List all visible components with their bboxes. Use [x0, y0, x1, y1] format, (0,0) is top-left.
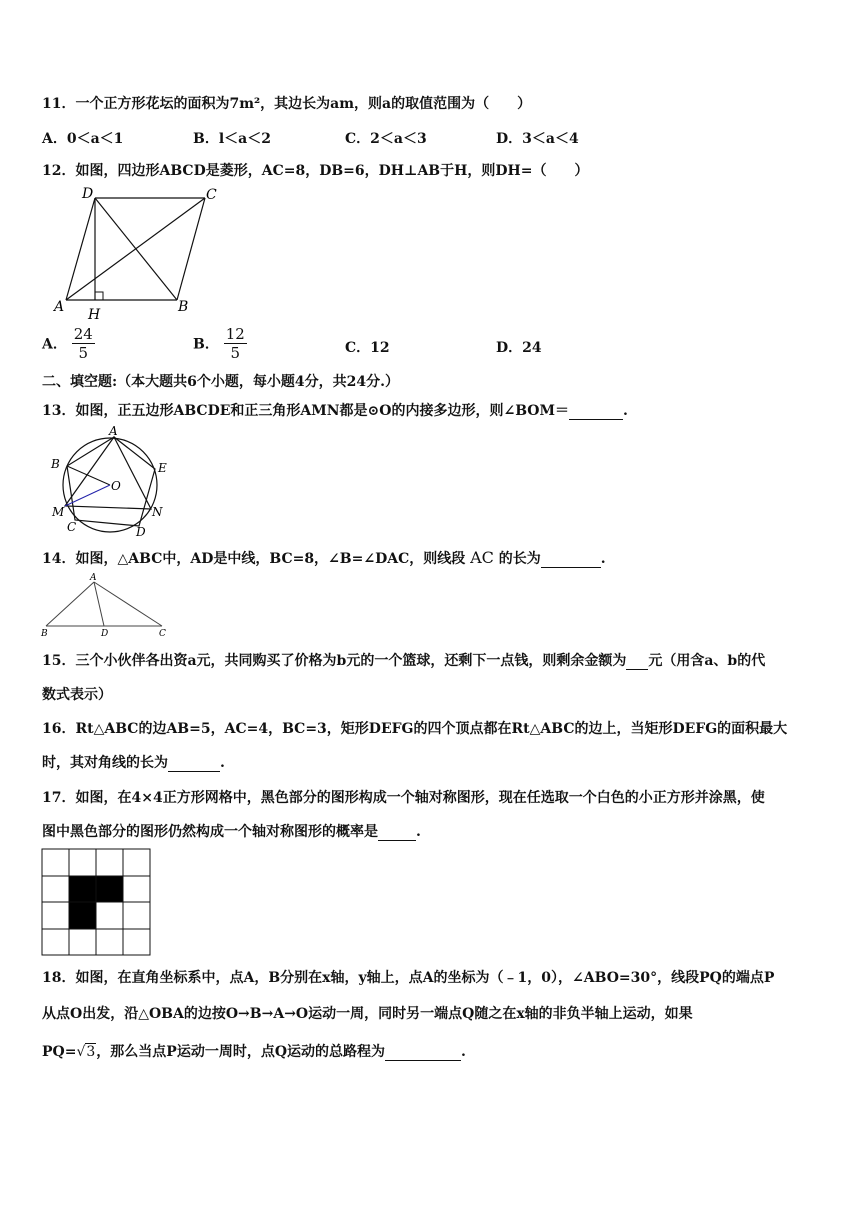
sqrt-radicand: 3 — [86, 1044, 96, 1060]
frac-num: 12 — [225, 325, 245, 343]
q15-line1 — [42, 650, 765, 670]
grid-figure — [40, 847, 152, 957]
label-e: E — [158, 461, 167, 475]
label-d: D — [82, 186, 94, 202]
fraction-24-5 — [72, 325, 95, 362]
q11-option-a: A．0＜a＜1 — [42, 131, 124, 147]
answer-blank — [168, 757, 220, 772]
label-c: C — [67, 520, 77, 534]
option-a-label: A． — [42, 336, 67, 353]
rhombus-figure — [50, 183, 230, 323]
sqrt-3: √3 — [76, 1044, 96, 1060]
frac-num: 24 — [73, 325, 93, 343]
q16-line1: 16．Rt△ABC的边AB=5，AC=4，BC=3，矩形DEFG的四个顶点都在Rt△ABC的边上，当矩形DEFG的面积最大 — [42, 721, 788, 737]
circle-pentagon-figure — [48, 423, 178, 541]
q14-text — [42, 548, 606, 568]
q17-line2 — [42, 821, 421, 841]
q17-text-after: . — [416, 824, 421, 840]
q14-text-before: 14．如图，△ABC中，AD是中线，BC=8，∠B=∠DAC，则线段 — [42, 551, 466, 567]
answer-blank — [569, 405, 623, 420]
q14-text-mid: 的长为 — [498, 551, 541, 567]
q12-option-b — [193, 325, 247, 362]
answer-blank — [378, 826, 416, 841]
q18-line2: 从点O出发，沿△OBA的边按O→B→A→O运动一周，同时另一端点Q随之在x轴的非负半轴上运动，如果 — [42, 1006, 693, 1022]
q15-line2: 数式表示） — [42, 687, 112, 703]
q13-text-before: 13．如图，正五边形ABCDE和正三角形AMN都是⊙O的内接多边形，则∠BOM＝ — [42, 403, 569, 419]
label-a: A — [54, 299, 65, 315]
q15-text-before: 15．三个小伙伴各出资a元，共同购买了价格为b元的一个篮球，还剩下一点钱，则剩余金额为 — [42, 653, 627, 669]
q15-text-after: 元（用含a、b的代 — [648, 653, 766, 669]
q13-text-after: . — [623, 403, 628, 419]
q16-line2 — [42, 752, 225, 772]
fraction-12-5 — [224, 325, 247, 362]
section-heading: 二、填空题:（本大题共6个小题，每小题4分，共24分.） — [42, 374, 400, 390]
q11-text: 11．一个正方形花坛的面积为7m²，其边长为am，则a的取值范围为（ ） — [42, 96, 532, 112]
q11-option-b: B．l＜a＜2 — [193, 131, 271, 147]
q14-ac: AC — [470, 548, 494, 567]
answer-blank — [626, 655, 648, 670]
label-d: D — [101, 629, 109, 639]
label-d: D — [136, 525, 146, 539]
option-b-label: B． — [193, 336, 219, 353]
q16-text-before: 时，其对角线的长为 — [42, 755, 168, 771]
label-b: B — [178, 299, 189, 315]
label-b: B — [41, 629, 48, 639]
label-b: B — [51, 457, 60, 471]
label-a: A — [109, 424, 118, 438]
q18-text-end: . — [461, 1044, 466, 1060]
triangle-figure — [38, 570, 173, 640]
q11-option-d: D．3＜a＜4 — [496, 131, 579, 147]
q18-line3 — [42, 1041, 466, 1061]
q14-text-after: . — [600, 551, 606, 567]
q16-text-after: . — [220, 755, 225, 771]
q17-text-before: 图中黑色部分的图形仍然构成一个轴对称图形的概率是 — [42, 824, 378, 840]
label-c: C — [206, 187, 217, 203]
label-a: A — [90, 573, 97, 583]
label-n: N — [152, 505, 163, 519]
q18-text-after: ，那么当点P运动一周时，点Q运动的总路程为 — [96, 1044, 386, 1060]
q12-option-a — [42, 325, 95, 362]
answer-blank — [541, 553, 601, 568]
label-h: H — [88, 307, 101, 323]
q17-line1: 17．如图，在4×4正方形网格中，黑色部分的图形构成一个轴对称图形，现在任选取一个白色的小正方形并涂黑，使 — [42, 790, 765, 806]
q12-text: 12．如图，四边形ABCD是菱形，AC=8，DB=6，DH⊥AB于H，则DH=（ ） — [42, 163, 589, 179]
frac-den: 5 — [78, 344, 89, 362]
q12-option-d: D．24 — [496, 340, 542, 356]
label-m: M — [52, 505, 65, 519]
frac-den: 5 — [230, 344, 241, 362]
q11-option-c: C．2＜a＜3 — [345, 131, 427, 147]
label-c: C — [159, 629, 166, 639]
q18-pq: PQ= — [42, 1044, 77, 1060]
q12-option-c: C．12 — [345, 340, 390, 356]
label-o: O — [111, 479, 121, 493]
q13-text — [42, 400, 628, 420]
answer-blank — [385, 1046, 461, 1061]
q18-line1: 18．如图，在直角坐标系中，点A，B分别在x轴，y轴上，点A的坐标为（﹣1，0），∠ABO=30°，线段PQ的端点P — [42, 970, 775, 986]
